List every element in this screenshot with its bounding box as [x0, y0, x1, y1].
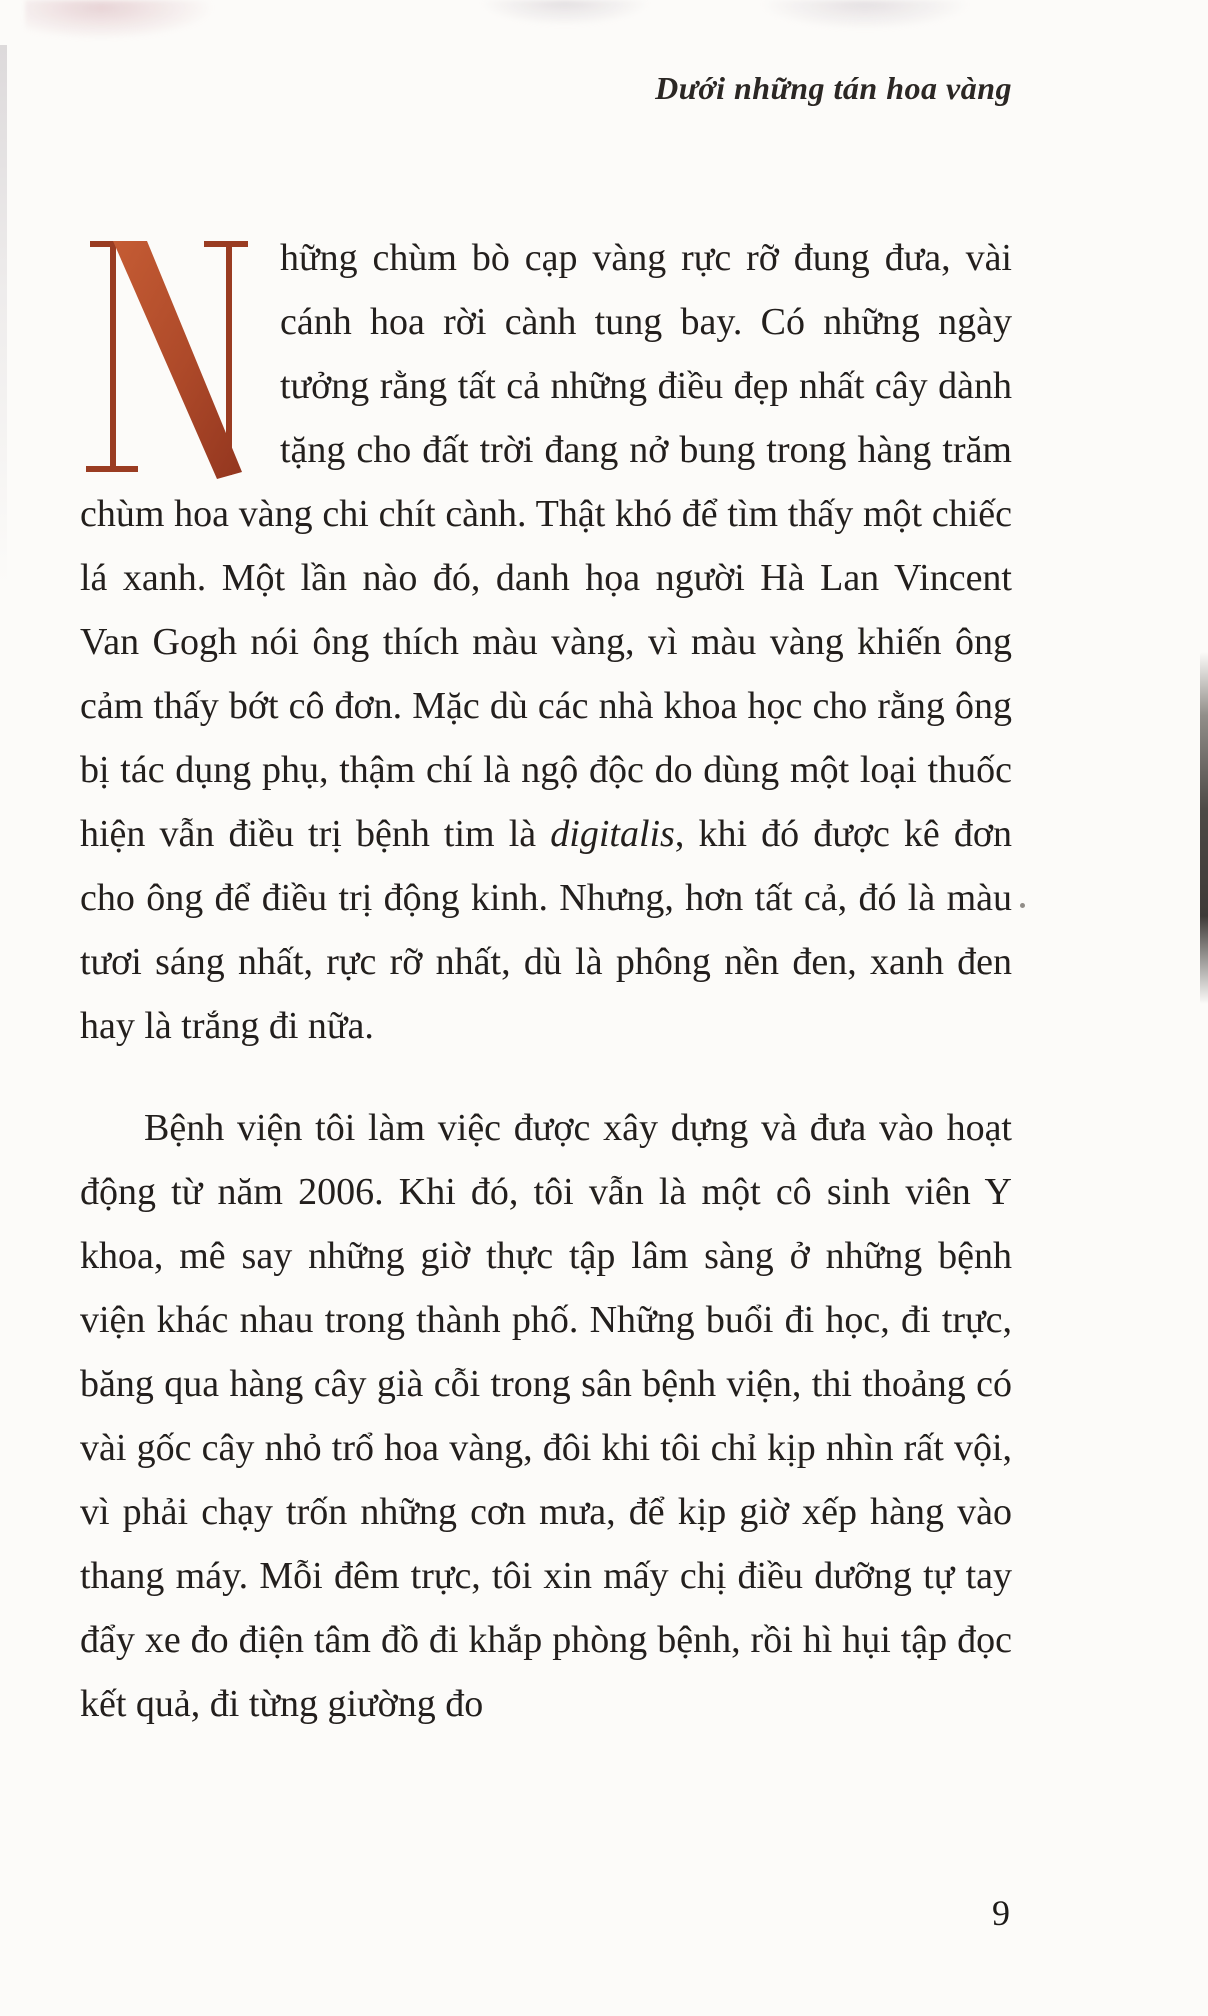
scan-artifact-left-edge [0, 45, 7, 585]
scan-artifact-smudge [25, 0, 215, 40]
page-number: 9 [992, 1893, 1010, 1933]
paragraph-1-text: hững chùm bò cạp vàng rực rỡ đung đưa, vài cánh hoa rời cành tung bay. Có những ngày tưởng rằng tất cả những điều đẹp nhất cây dành tặng cho đất trời đang nở bung trong hàng trăm chùm hoa vàng chi chít cành. Thật khó để tìm thấy một chiếc lá xanh. Một lần nào đó, danh họa người Hà Lan Vincent Van Gogh nói ông thích màu vàng, vì màu vàng khiến ông cảm thấy bớt cô đơn. Mặc dù các nhà khoa học cho rằng ông bị tác dụng phụ, thậm chí là ngộ độc do dùng một loại thuốc hiện vẫn điều trị bệnh tim là [80, 237, 1012, 855]
dropcap-n-glyph [80, 232, 252, 482]
paragraph-1-text-continued: , khi đó được kê đơn cho ông để điều trị động kinh. Nhưng, hơn tất cả, đó là màu tươi sáng nhất, rực rỡ nhất, dù là phông nền đen, xanh đen hay là trắng đi nữa. [80, 813, 1012, 1047]
dropcap-letter-n [80, 232, 252, 482]
body-text [80, 226, 1012, 1736]
running-header: Dưới những tán hoa vàng [655, 70, 1012, 106]
scan-artifact-right-edge [1200, 652, 1208, 1004]
paragraph-1 [80, 226, 1012, 1058]
scan-artifact-smudge [480, 0, 650, 26]
scan-artifact-dot [1020, 903, 1025, 908]
italic-term-digitalis: digitalis [550, 813, 675, 855]
scan-artifact-smudge [760, 0, 970, 30]
paragraph-2: Bệnh viện tôi làm việc được xây dựng và đưa vào hoạt động từ năm 2006. Khi đó, tôi vẫn là một cô sinh viên Y khoa, mê say những giờ thực tập lâm sàng ở những bệnh viện khác nhau trong thành phố. Những buổi đi học, đi trực, băng qua hàng cây già cỗi trong sân bệnh viện, thi thoảng có vài gốc cây nhỏ trổ hoa vàng, đôi khi tôi chỉ kịp nhìn rất vội, vì phải chạy trốn những cơn mưa, để kịp giờ xếp hàng vào thang máy. Mỗi đêm trực, tôi xin mấy chị điều dưỡng tự tay đẩy xe đo điện tâm đồ đi khắp phòng bệnh, rồi hì hụi tập đọc kết quả, đi từng giường đo [80, 1107, 1012, 1725]
